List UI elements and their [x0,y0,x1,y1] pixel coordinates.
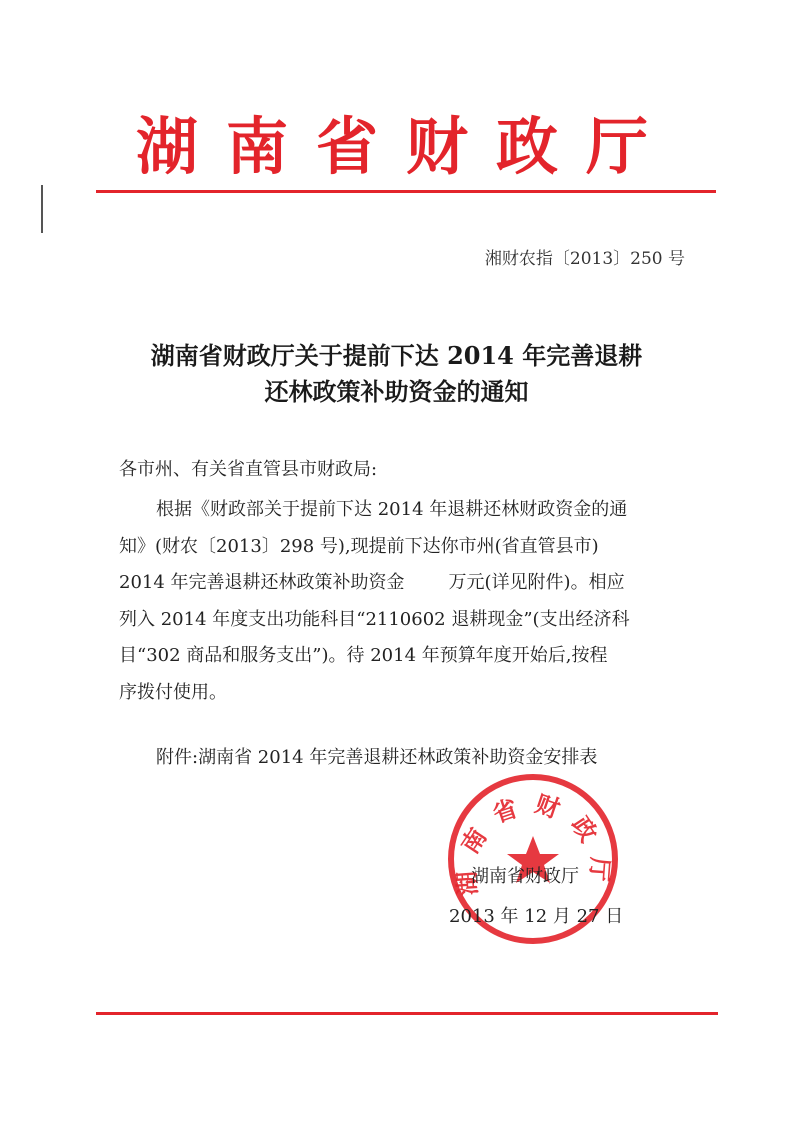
body-line-2: 知》(财农〔2013〕298 号),现提前下达你市州(省直管县市) [119,535,599,557]
issuer-name: 湖南省财政厅 [471,866,579,887]
letterhead-red-rule [96,190,716,193]
body-line-3-part-1: 2014 年完善退耕还林政策补助资金 [119,572,405,593]
document-number: 湘财农指〔2013〕250 号 [484,249,685,269]
scan-mark [41,185,43,233]
title-line-1: 湖南省财政厅关于提前下达 2014 年完善退耕 [150,341,643,370]
attachment-note: 附件:湖南省 2014 年完善退耕还林政策补助资金安排表 [156,747,598,768]
body-line-3 [119,565,694,602]
letterhead-title: 湖南省财政厅 [135,110,676,183]
title-line-2: 还林政策补助资金的通知 [264,377,529,406]
document-title [80,338,713,410]
issue-date: 2013 年 12 月 27 日 [449,906,624,927]
body-line-4: 列入 2014 年度支出功能科目“2110602 退耕现金”(支出经济科 [119,608,630,630]
body-line-6: 序拨付使用。 [119,681,227,703]
body-line-5: 目“302 商品和服务支出”)。待 2014 年预算年度开始后,按程 [119,645,608,666]
salutation: 各市州、有关省直管县市财政局: [119,459,378,480]
body-line-1: 根据《财政部关于提前下达 2014 年退耕还林财政资金的通 [156,499,628,520]
footer-red-rule [96,1012,718,1015]
seal-text: 湖南省财政厅 [451,789,615,897]
body-line-3-part-2: 万元(详见附件)。相应 [448,572,625,593]
body-paragraph [119,492,694,711]
